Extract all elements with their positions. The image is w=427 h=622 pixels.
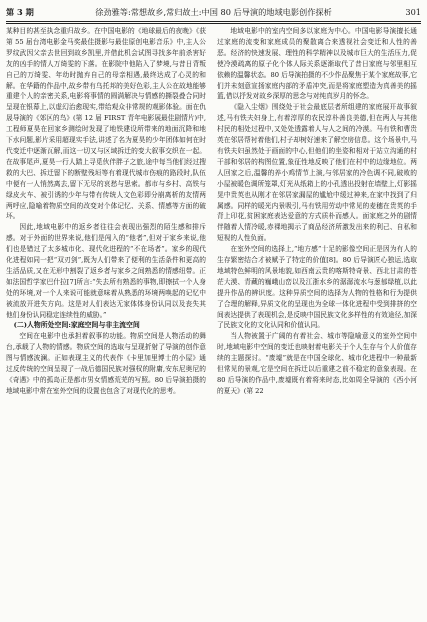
- issue-number: 第 3 期: [6, 7, 34, 17]
- header-rule-thin: [6, 23, 421, 24]
- page-header: [6, 4, 421, 20]
- body-paragraph: 当人物被置于广阔的有着社会、城市等隐喻意义的室外空间中时,地域电影中空间的变迁也映射着电影关于个人生存与个人价值存续的主题探讨。“废墟”就是在中国全球化、城市化进程中一种最新但常见的景观,它是空间在拆迁以后重建之前不稳定的意象表现。在 80 后导演的作品中,废墟既有着将来时态,比如周全导演的《西小河的夏天》(第 22: [217, 332, 417, 395]
- body-paragraph: 地域电影中的室内空间多以家庭为中心。中国电影导演擅长通过家庭的流变和家庭成员的聚散离合来透视社会变迁和人性的善恶。经济的快速发展、理性的科学精神以及城市巨大的生活压力,促使冷漠疏离的原子化个体人际关系逐渐取代了昔日家庭与邻里相互依赖的温馨状态。80 后导演拍摄的不少作品聚焦于某个家庭故事,它们并未刻意宣扬家庭内部的矛盾冲突,而是将家庭塑造为真善美的摇篮,借以抒发对故乡深厚的思念与对纯真岁月的怀念。: [217, 27, 417, 101]
- running-title: 徐劲雅等:常想故乡,常归故土:中国 80 后导演的地域电影创作探析: [95, 7, 332, 17]
- body-paragraph: 某种目的甚至执念重归故乡。在中国电影的《地球最后的夜晚》《获第 55 届台湾电影金马奖最佳摄影与最佳原创电影音乐》中,主人公罗纹武因父亲去世回到故乡凯里,并借此机会试图寻找多年前杀害好友的凶手的情人万绮雯的下落。在影院中他陷入了梦境,与昔日背叛自己的万绮雯、年幼时抛弃自己的母亲相遇,最终达成了心灵的和解。在华籍的作品中,故乡带有乌托邦的美好色彩,主人公在故地能够重建个人的亲密关系,电影将事情的圆满解决与情感的撕裂叠合同时呈现在银幕上,以虚幻治愈现实,带给观众非常规的观影体验。面在仇晟导演的《郊区的鸟》(第 12 届 FIRST 青年电影展最佳剧情片)中,工程师夏昊在回家乡测绘时发现了地铁建设所带来的地面沉降和地下水问题,影片采用超现实手法,讲述了名为夏昊的少年团体如何在时代变迁中逐渐瓦解,而这一切又与区域拆迁的变大叙事交织在一起。在故事尾声,夏昊一行人踏上寻觅伙伴胖子之旅,途中每当他们经过搜救的大巴、拆迁留下的断壁残垣等有着现代城市伤痕的路段时,队伍中便有一人悄然离去,留下无尽的哀愁与思索。都市与乡村、高铁与绿皮火车、被引诱的少年与带有传统人文色彩即分崩离析的友情两两呼应,隐喻着物质空间的改变对个体记忆、关系、情感等方面的破坏。: [6, 27, 206, 221]
- left-column: [6, 26, 206, 618]
- section-heading: (二)人物所处空间:家庭空间与非主流空间: [13, 321, 140, 330]
- page-number: 301: [405, 7, 421, 17]
- body-paragraph: 空间在电影中也承担着叙事的功能。物质空间是人物活动的舞台,承载了人物的情感。物质空间的选取与呈现折射了导演的创作意图与情感波澜。正如表现主义的代表作《卡里加里博士的小屋》通过反传统的空间呈现了一战后德国民族对强权的附庸,安东尼奥尼的《奇遇》中的孤岛正是都市男女情感荒芜的写照。80 后导演拍摄的地域电影中常在室外空间的设置也包含了对现代化的思考。: [6, 332, 206, 395]
- right-column: [217, 26, 417, 618]
- body-paragraph: 在室外空间的选择上,“地方感”十足的影像空间正是因为有人的生存繁密结合才被赋予了特定的价值[8]。80 后导演匠心独运,选取地域特色鲜明的风景地貌,如西南云贵的喀斯特奇景、西北甘肃的苍茫大漠、青藏的巍峨山峦以及江浙水乡的潺潺流水与葱郁绿植,以此提升作品的辨识度。这种异质空间的选择为人物的性格和行为提供了合理的解释,异质文化的呈现也为全球一体化进程中受到排挤的空间表达提供了表现机会,是反映中国民族文化多样性的有效途径,加深了民族文化的文化认同和价值认同。: [217, 245, 417, 330]
- header-rule: [6, 21, 421, 22]
- body-paragraph: 《隐入尘烟》围绕处于社会最底层者所组建的家庭展开故事叙述,马有铁夫妇身上,有着淳厚的农民淳朴善良美德,但在两人与其他村民的相处过程中,又处处透露着人与人之间的冷漠。马有铁和曹贵英在邻居帮衬着他们,村子却树好速来了解空房信息。这个场景中,马有铁夫妇虽然处于画面的中心,但他们的坐姿和相对于站立沟通的村干部和邻居的构图位置,象征性地反映了他们在村中的边缘地位。两人回家之后,温馨的养小鸡情节上演,与邻居家的冷色调不同,破败的小屋被暖色调所笼罩,灯光从纸箱上的小孔透出投射在墙壁上,灯影摇晃中贵英也从刚才在邻居家漏屋的尴尬中缓过神来,在家中找到了归属感。同样的暖光内景吸引,马有铁用劳动中常见的麦穗在贵英的手背上印花,贫困家庭表达爱意的方式质朴而感人。面家庭之外的剧情伴随着人情冷暖,赤裸地揭示了商品经济所激发出来的利己、自私和短视的人性负面。: [217, 103, 417, 243]
- body-paragraph: 因此,地域电影中的返乡者往往会表现出强烈的陌生感和排斥感。对于外面的世界来说,他们是闯入的“他者”,但对于家乡来说,他们也是错过了太多城市化、现代化进程的“不在场者”。家乡的现代化进程如同一把“双刃剑”,既为人们带来了便利的生活条件和更高的生活品质,又在无形中割裂了返乡者与家乡之间熟悉的情感纽带。正如法国哲学家巴什拉[7]所言:“失去所有熟悉的事物,即擦拭一个人身处的环境,对一个人来说可能就意味着从熟悉的环境两唤起的记忆中被流放开进失方向。这是对人们表达无家体体身份认同以及丧失其他们身份认同稳定连续性的威胁。”: [6, 223, 206, 319]
